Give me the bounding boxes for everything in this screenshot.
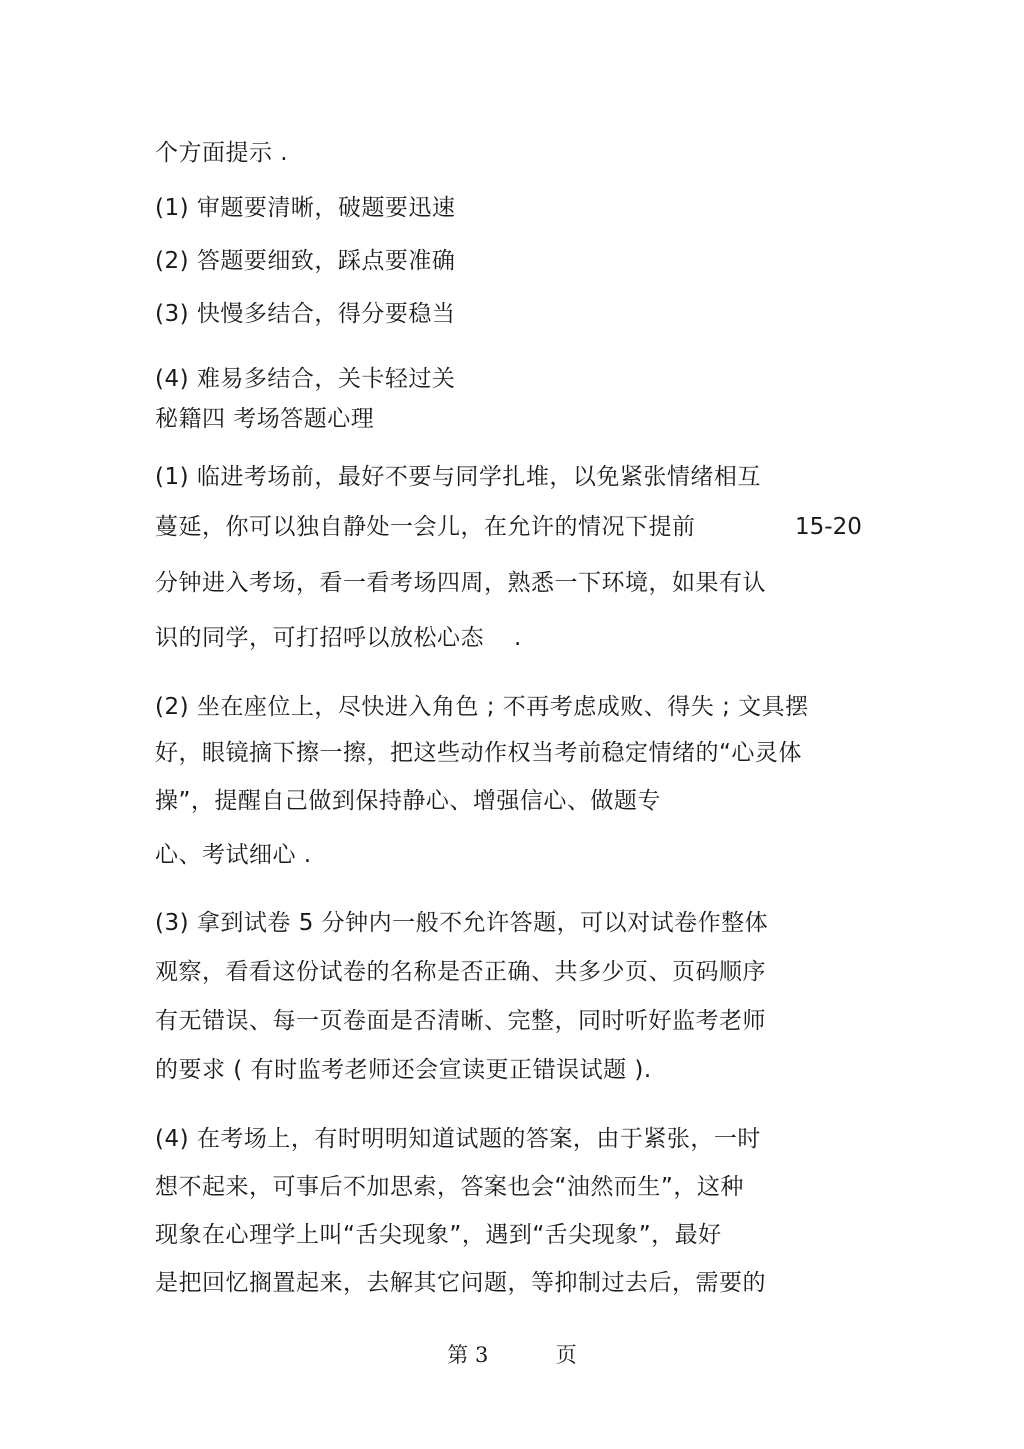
p4-line-4: 是把回忆搁置起来，去解其它问题，等抑制过去后，需要的 (155, 1270, 766, 1296)
intro-line: 个方面提示 . (155, 140, 289, 166)
tip-2: (2) 答题要细致，踩点要准确 (155, 248, 456, 274)
p1-line-4 (155, 623, 522, 653)
p4-line-3: 现象在心理学上叫“舌尖现象”，遇到“舌尖现象”，最好 (155, 1222, 722, 1248)
p2-line-1: (2) 坐在座位上，尽快进入角色 ; 不再考虑成败、得失 ; 文具摆 (155, 694, 809, 720)
tip-4: (4) 难易多结合，关卡轻过关 (155, 366, 456, 392)
p1-line-2: 蔓延，你可以独自静处一会儿，在允许的情况下提前 (155, 514, 696, 540)
section-title: 秘籍四 考场答题心理 (155, 406, 375, 432)
p2-line-3: 操”，提醒自己做到保持静心、增强信心、做题专 (155, 788, 661, 814)
tip-1: (1) 审题要清晰，破题要迅速 (155, 195, 456, 221)
page-number-suffix: 页 (555, 1343, 577, 1367)
p1-line-4-end: . (514, 625, 522, 651)
p3-line-4: 的要求 ( 有时监考老师还会宣读更正错误试题 ). (155, 1057, 652, 1083)
p4-line-2: 想不起来，可事后不加思索，答案也会“油然而生”，这种 (155, 1174, 744, 1200)
p3-line-2: 观察，看看这份试卷的名称是否正确、共多少页、页码顺序 (155, 959, 766, 985)
page-number-prefix: 第 3 (447, 1343, 489, 1367)
p3-line-3: 有无错误、每一页卷面是否清晰、完整，同时听好监考老师 (155, 1008, 766, 1034)
tip-3: (3) 快慢多结合，得分要稳当 (155, 301, 456, 327)
p3-line-1: (3) 拿到试卷 5 分钟内一般不允许答题，可以对试卷作整体 (155, 910, 769, 936)
p1-line-1: (1) 临进考场前，最好不要与同学扎堆，以免紧张情绪相互 (155, 464, 761, 490)
page-footer (0, 1340, 1024, 1370)
p1-line-4-text: 识的同学，可打招呼以放松心态 (155, 625, 484, 651)
p2-line-2: 好，眼镜摘下擦一擦，把这些动作权当考前稳定情绪的“心灵体 (155, 740, 802, 766)
p2-line-4: 心、考试细心 . (155, 842, 312, 868)
p1-line-3: 分钟进入考场，看一看考场四周，熟悉一下环境，如果有认 (155, 570, 766, 596)
p4-line-1: (4) 在考场上，有时明明知道试题的答案，由于紧张，一时 (155, 1126, 761, 1152)
p1-number: 15-20 (795, 514, 862, 540)
